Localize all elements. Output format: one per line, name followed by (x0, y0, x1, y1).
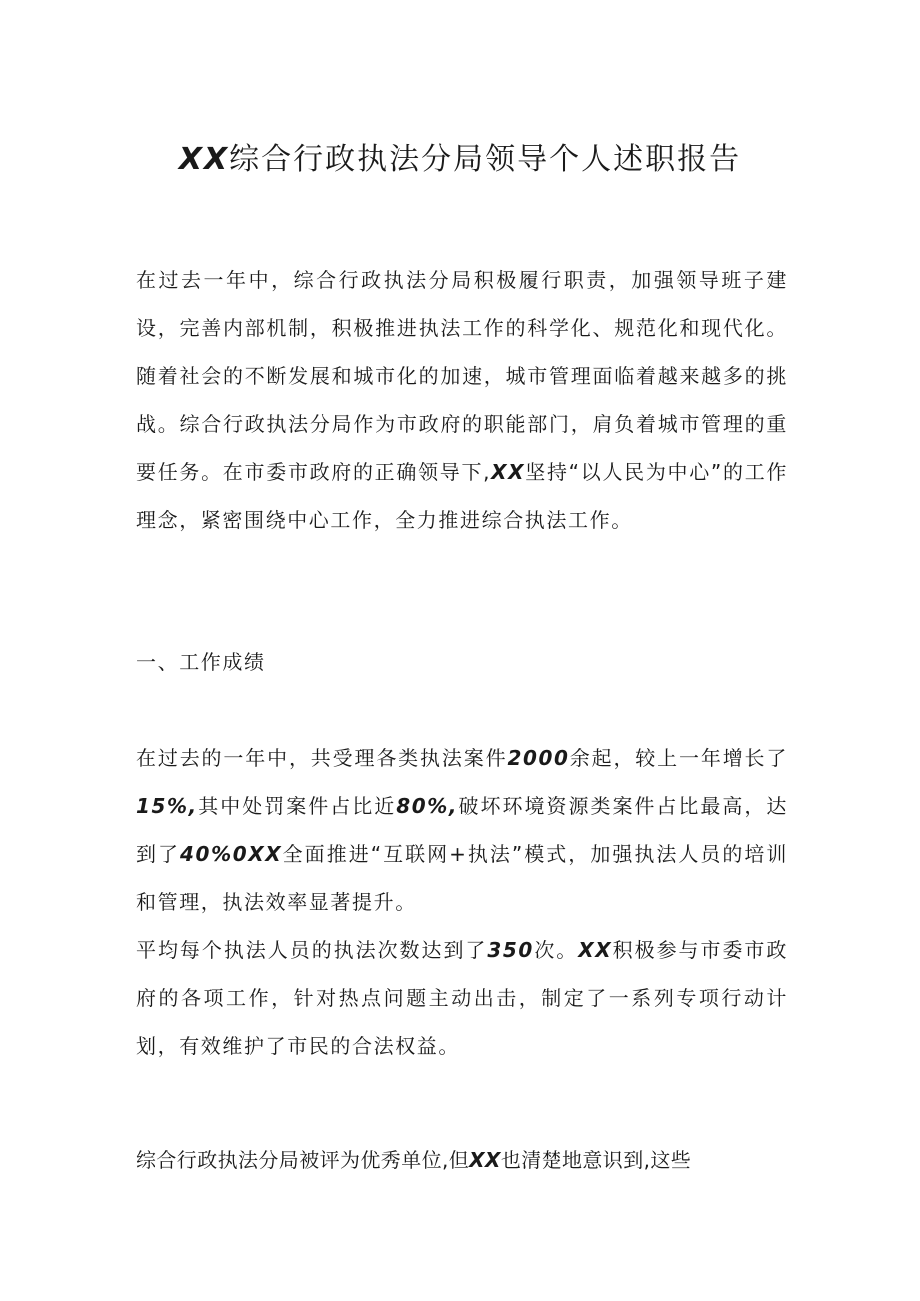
enforcement-paragraph (136, 926, 788, 1070)
title-prefix: XX (178, 142, 230, 177)
achievements-text-2: 余起，较上一年增长了 (569, 746, 789, 770)
achievements-text-3: 其中处罚案件占比近 (197, 794, 397, 818)
enforcement-text-2: 次。 (533, 938, 579, 962)
intro-text-b: 坚持“以人民为中心”的工作理念，紧密围绕中心工作，全力推进综合执法工作。 (136, 460, 788, 532)
intro-xx: XX (491, 460, 526, 484)
section-heading-achievements: 一、工作成绩 (136, 650, 266, 674)
achievements-text-1: 在过去的一年中，共受理各类执法案件 (136, 746, 508, 770)
enforcement-count-value: 350 (487, 938, 534, 962)
closing-text-1: 综合行政执法分局被评为优秀单位,但 (136, 1148, 470, 1172)
enforcement-text-1: 平均每个执法人员的执法次数达到了 (136, 938, 488, 962)
penalty-share-value: 80%, (396, 794, 459, 818)
achievements-text-5: 全面推进“互联网+执法”模式，加强执法人员的培训和管理，执法效率显著提升。 (136, 842, 788, 914)
closing-paragraph (136, 1136, 788, 1184)
growth-rate-value: 15%, (136, 794, 198, 818)
enforcement-xx: XX (578, 938, 613, 962)
intro-text-a: 在过去一年中，综合行政执法分局积极履行职责，加强领导班子建设，完善内部机制，积极推进执法工作的科学化、规范化和现代化。随着社会的不断发展和城市化的加速，城市管理面临着越来越多的挑战。综合行政执法分局作为市政府的职能部门，肩负着城市管理的重要任务。在市委市政府的正确领导下, (136, 268, 788, 484)
closing-xx: XX (469, 1148, 501, 1172)
case-count-value: 2000 (507, 746, 570, 770)
intro-paragraph (136, 256, 788, 544)
document-title (0, 138, 920, 182)
environment-share-value: 40%0XX (180, 842, 283, 866)
achievements-paragraph (136, 734, 788, 926)
enforcement-text-3: 积极参与市委市政府的各项工作，针对热点问题主动出击，制定了一系列专项行动计划，有效维护了市民的合法权益。 (136, 938, 788, 1058)
achievements-text-4: 破坏环境资源类案件占比最高，达到了 (136, 794, 788, 866)
closing-text-2: 也清楚地意识到,这些 (500, 1148, 692, 1172)
title-text: 综合行政执法分局领导个人述职报告 (229, 142, 742, 177)
